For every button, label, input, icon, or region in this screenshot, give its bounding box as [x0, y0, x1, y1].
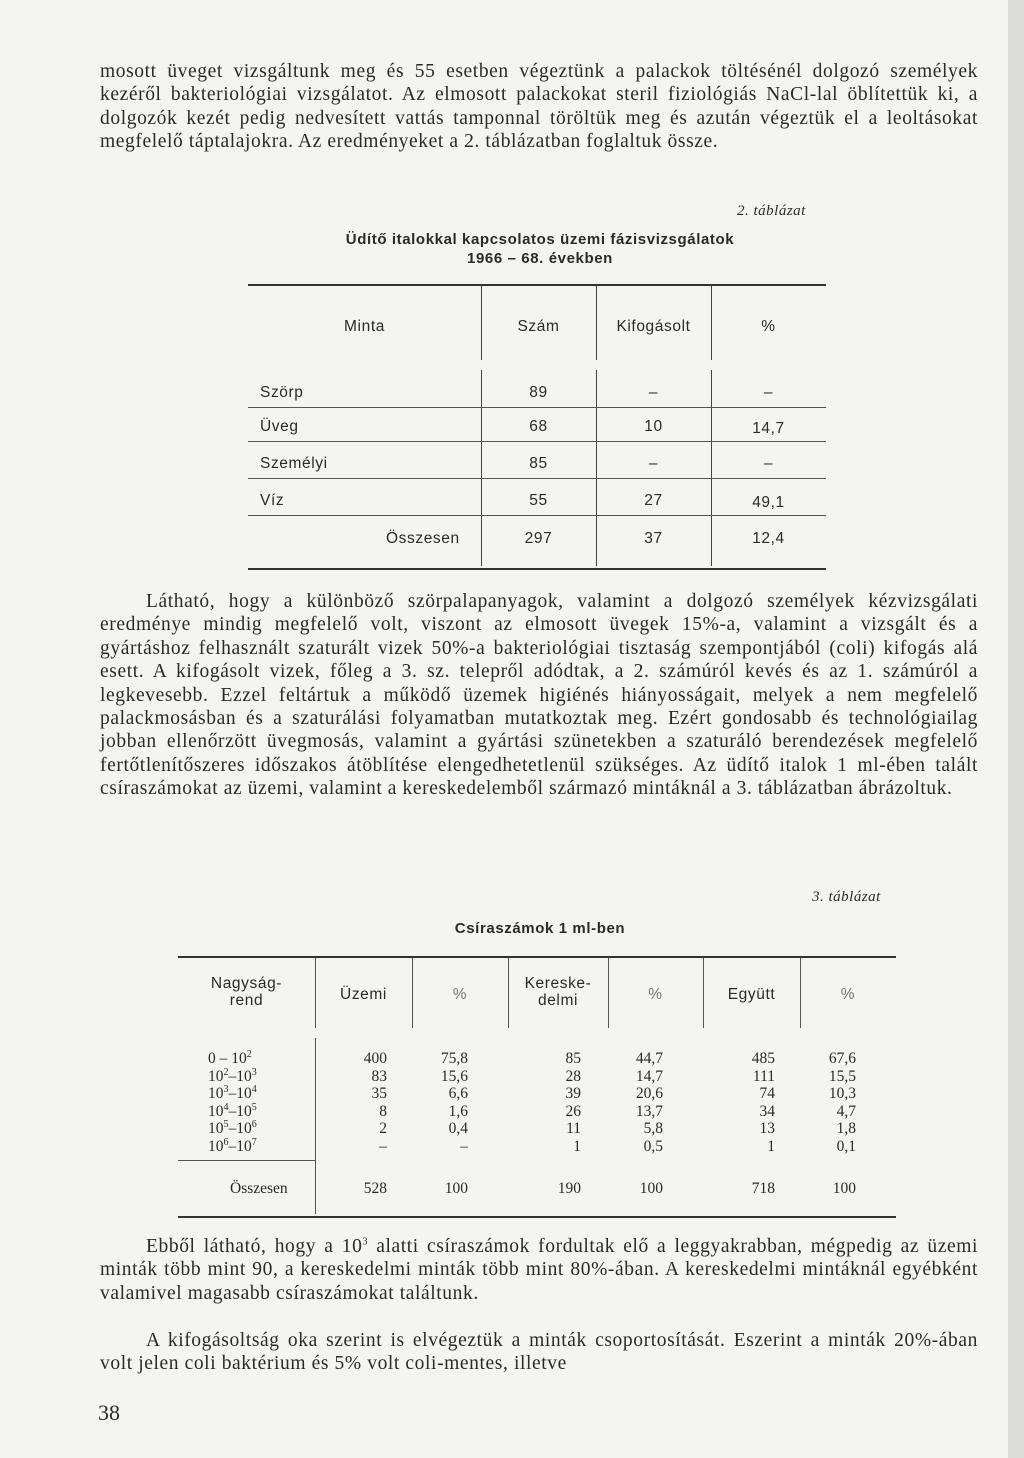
table3-cell: 1 [767, 1137, 775, 1155]
table2-cell: – [763, 455, 774, 472]
table3-range-cell: $10^5-10^6$ [208, 1118, 257, 1137]
table3-total-cell: 100 [832, 1180, 856, 1197]
table3-title: Csíraszámok 1 ml-ben [454, 920, 626, 937]
table2-title-line2: 1966 – 68. években [467, 250, 613, 267]
page-number: 38 [98, 1400, 120, 1425]
table2-row-label: Üveg [260, 418, 299, 435]
table3-cell: 111 [752, 1067, 775, 1085]
table3-header-uzemi: Üzemi [340, 986, 387, 1003]
table3 [178, 956, 896, 1218]
table3-total-cell: 100 [639, 1180, 663, 1197]
table2-cell: 89 [529, 384, 548, 401]
table2-total-cell: 297 [524, 530, 553, 547]
table3-cell: 28 [565, 1067, 581, 1085]
table3-cell: 1,8 [836, 1120, 856, 1137]
table2-cell: 27 [644, 492, 663, 509]
table2-title-line1: Üdítő italokkal kapcsolatos üzemi fázisvizsgálatok [345, 231, 735, 248]
table3-cell: 39 [565, 1085, 581, 1102]
table2-cell: 68 [529, 418, 548, 435]
table3-cell: 2 [379, 1120, 387, 1137]
table3-cell: 83 [371, 1067, 387, 1085]
table2-title [200, 230, 880, 268]
table3-cell: 13 [759, 1120, 775, 1137]
table2-row-label: Szörp [260, 384, 304, 401]
table3-range-cell: $10^2-10^3$ [208, 1066, 257, 1085]
table3-cell: 75,8 [440, 1050, 468, 1067]
table3-total-cell: 718 [751, 1180, 775, 1197]
table3-cell: 26 [565, 1102, 581, 1120]
table2-label: 2. táblázat [737, 203, 806, 219]
table2-row-label: Víz [260, 492, 285, 509]
table2-cell: 85 [529, 455, 548, 472]
paragraph-classification: A kifogásoltság oka szerint is elvégeztük a minták csoportosítását. Eszerint a minták 20%-ában volt jelen coli baktérium és 5% volt coli-mentes, illetve [100, 1330, 978, 1375]
table2-cell: – [648, 384, 659, 401]
table3-cell: 10,3 [828, 1085, 856, 1102]
table3-range-cell: $0 - 10^2$ [208, 1048, 252, 1067]
table3-cell: 85 [565, 1050, 581, 1067]
table2-header-szam: Szám [517, 318, 560, 335]
table2 [248, 284, 826, 570]
table3-cell: 0,5 [643, 1137, 663, 1155]
table2-header-percent: % [761, 318, 776, 335]
table3-header-nagysagrend: Nagyság- rend [210, 975, 283, 1009]
table3-cell: 1,6 [448, 1102, 468, 1120]
table2-cell: 14,7 [752, 420, 785, 437]
table3-header-kereskedelmi: Kereske- delmi [524, 975, 592, 1009]
table3-cell: 1 [573, 1137, 581, 1155]
table3-header-percent: % [452, 986, 468, 1003]
table3-range-cell: $10^6-10^7$ [208, 1136, 257, 1155]
table3-cell: 15,5 [828, 1067, 856, 1085]
table3-cell: 0,1 [836, 1137, 856, 1155]
table3-cell: 5,8 [643, 1120, 663, 1137]
table2-cell: 55 [529, 492, 548, 509]
table3-cell: 13,7 [635, 1102, 663, 1120]
table3-cell: 485 [751, 1050, 775, 1067]
table2-cell: 10 [644, 418, 663, 435]
table2-row-label: Személyi [260, 455, 328, 472]
table3-cell: – [460, 1137, 468, 1155]
table2-cell: – [648, 455, 659, 472]
table3-cell: 74 [759, 1085, 775, 1102]
table2-total-cell: 37 [644, 530, 663, 547]
table3-total-label: Összesen [230, 1180, 288, 1197]
paragraph-results: Ebből látható, hogy a $10^3$ alatti csíraszámok fordultak elő a leggyakrabban, mégpedig az üzemi minták több mint 90, a kereskedelmi minták több mint 80%-ában. A kereskedelmi mintáknál egyébként valamivel magasabb csíraszámokat találtunk. [100, 1236, 978, 1304]
table3-range-cell: $10^3-10^4$ [208, 1083, 257, 1102]
table2-cell: – [763, 384, 774, 401]
table3-header-percent: % [840, 986, 856, 1003]
table3-cell: 35 [371, 1085, 387, 1102]
table3-cell: 6,6 [448, 1085, 468, 1102]
table3-cell: 400 [363, 1050, 387, 1067]
table3-cell: 14,7 [635, 1067, 663, 1085]
table3-header-egyutt: Együtt [727, 986, 776, 1003]
table2-cell: 49,1 [752, 494, 785, 511]
table3-cell: 4,7 [836, 1102, 856, 1120]
table3-cell: 20,6 [635, 1085, 663, 1102]
table3-cell: 15,6 [440, 1067, 468, 1085]
table3-label: 3. táblázat [812, 889, 881, 905]
table3-total-cell: 528 [363, 1180, 387, 1197]
table3-cell: 67,6 [828, 1050, 856, 1067]
table2-total-label: Összesen [386, 530, 460, 547]
table3-cell: 44,7 [635, 1050, 663, 1067]
table2-header-minta: Minta [344, 318, 385, 335]
table3-cell: 8 [379, 1102, 387, 1120]
table3-header-percent: % [648, 986, 663, 1003]
table3-cell: 11 [566, 1120, 581, 1137]
table2-header-kifogasolt: Kifogásolt [616, 318, 691, 335]
table2-total-cell: 12,4 [752, 530, 785, 547]
paragraph-intro: mosott üveget vizsgáltunk meg és 55 esetben végeztünk a palackok töltésénél dolgozó személyek kezéről bakteriológiai vizsgálatot. Az elmosott palackokat steril fiziológiás NaCl-lal öblítettük ki, a dolgozók kezét pedig nedvesített vattás tamponnal töröltük meg és azután végeztük el a leoltásokat megfelelő táptalajokra. Az eredményeket a 2. táblázatban foglaltuk össze. [100, 61, 978, 153]
table3-cell: 0,4 [448, 1120, 468, 1137]
paragraph-discussion: Látható, hogy a különböző szörpalapanyagok, valamint a dolgozó személyek kézvizsgálati eredménye mindig megfelelő volt, viszont az elmosott üvegek 15%-a, valamint a vizsgált és a gyártáshoz felhasznált szaturált vizek 50%-a bakteriológiai tisztaság szempontjából (coli) kifogás alá esett. A kifogásolt vizek, főleg a 3. sz. telepről adódtak, a 2. számúról kevés és az 1. számúról a legkevesebb. Ezzel feltártuk a működő üzemek higiénés hiányosságait, melyek a nem megfelelő palackmosásban és a szaturálási folyamatban mutatkoztak meg. Ezért gondosabb és technológiailag jobban ellenőrzött üvegmosás, valamint a gyártási szünetekben a szaturáló berendezések megfelelő fertőtlenítőszeres időszakos átöblítése elengedhetetlenül szükséges. Az üdítő italok 1 ml-ében talált csíraszámokat az üzemi, valamint a kereskedelemből származó mintáknál a 3. táblázatban ábrázoltuk. [100, 591, 978, 800]
table3-total-cell: 100 [444, 1180, 468, 1197]
table3-cell: – [379, 1137, 387, 1155]
table3-total-cell: 190 [557, 1180, 581, 1197]
table3-range-cell: $10^4-10^5$ [208, 1101, 257, 1120]
table3-cell: 34 [759, 1102, 775, 1120]
